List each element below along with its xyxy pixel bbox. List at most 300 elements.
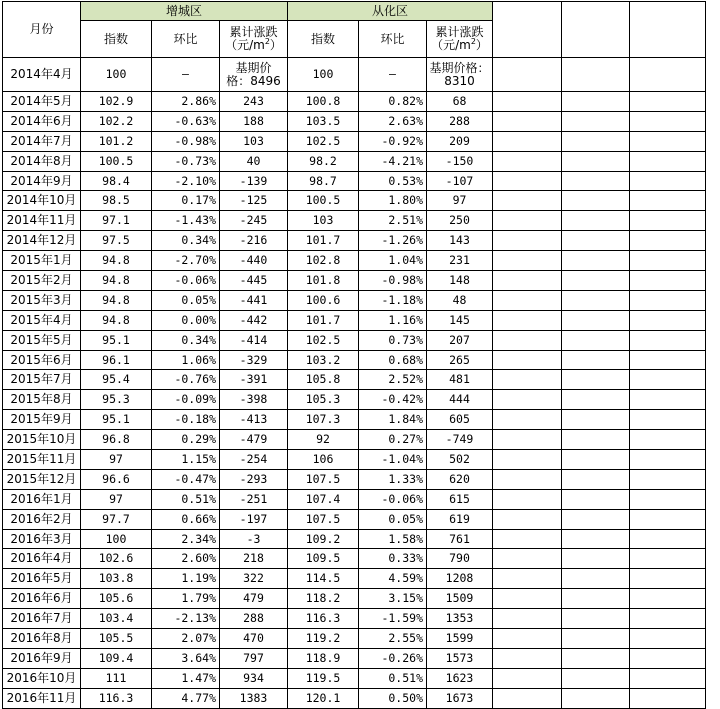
empty-cell [630,489,706,509]
ch-index-cell: 105.8 [288,370,359,390]
zc-index-cell: 100.5 [81,151,152,171]
cum-header-close: ） [269,38,282,52]
empty-cell [493,529,562,549]
table-row [3,191,706,211]
zc-cum-cell: 479 [220,589,288,609]
zc-mom-cell: -0.76% [152,370,220,390]
ch-mom-cell: 1.58% [359,529,427,549]
ch-index-cell: 109.5 [288,549,359,569]
empty-cell [630,549,706,569]
ch-mom-cell: -1.59% [359,609,427,629]
ch-mom-cell: -0.06% [359,489,427,509]
ch-index-cell: 103 [288,211,359,231]
zc-base-index: 100 [81,58,152,92]
zc-index-cell: 96.1 [81,350,152,370]
zc-cum-header [220,21,288,58]
zc-mom-cell: -0.18% [152,410,220,430]
month-cell: 2015年11月 [3,450,81,470]
ch-index-cell: 92 [288,430,359,450]
zc-index-cell: 94.8 [81,271,152,291]
table-row [3,430,706,450]
empty-cell [493,231,562,251]
empty-cell [493,290,562,310]
zc-cum-cell: -216 [220,231,288,251]
zc-index-cell: 105.6 [81,589,152,609]
empty-cell [562,310,630,330]
ch-index-header: 指数 [288,21,359,58]
zc-cum-cell: -254 [220,450,288,470]
empty-cell [562,509,630,529]
zc-index-cell: 97.5 [81,231,152,251]
table-row [3,271,706,291]
zc-cum-cell: -139 [220,171,288,191]
month-cell: 2015年9月 [3,410,81,430]
ch-cum-cell: 1673 [427,688,493,708]
zc-index-cell: 103.8 [81,569,152,589]
zc-cum-cell: -445 [220,271,288,291]
ch-mom-cell: 0.53% [359,171,427,191]
ch-cum-cell: 1573 [427,648,493,668]
empty-cell [630,509,706,529]
ch-mom-cell: -0.26% [359,648,427,668]
table-row [3,231,706,251]
table-row [3,648,706,668]
zc-cum-cell: -251 [220,489,288,509]
empty-cell [493,489,562,509]
table-row [3,310,706,330]
month-cell: 2016年6月 [3,589,81,609]
conghua-group-header: 从化区 [288,2,493,21]
zc-mom-cell: 0.34% [152,330,220,350]
zc-base-price [220,58,288,92]
empty-cell [493,370,562,390]
empty-cell [562,92,630,112]
table-row [3,489,706,509]
ch-cum-cell: 207 [427,330,493,350]
month-cell: 2016年11月 [3,688,81,708]
empty-cell [630,310,706,330]
zc-mom-cell: -2.13% [152,609,220,629]
zc-mom-cell: 1.19% [152,569,220,589]
ch-mom-cell: 2.63% [359,111,427,131]
ch-mom-cell: 2.51% [359,211,427,231]
ch-index-cell: 100.8 [288,92,359,112]
empty-cell [562,2,630,58]
empty-cell [562,211,630,231]
empty-cell [562,191,630,211]
empty-cell [562,629,630,649]
ch-cum-cell: 231 [427,251,493,271]
ch-mom-cell: 0.82% [359,92,427,112]
zc-cum-cell: -329 [220,350,288,370]
zc-index-cell: 94.8 [81,310,152,330]
empty-cell [562,350,630,370]
month-cell: 2014年9月 [3,171,81,191]
ch-mom-cell: 3.15% [359,589,427,609]
empty-cell [562,688,630,708]
empty-cell [630,58,706,92]
empty-cell [493,2,562,58]
ch-cum-header [427,21,493,58]
cum-header-close: ） [475,38,488,52]
ch-index-cell: 101.8 [288,271,359,291]
table-row [3,251,706,271]
table-row [3,290,706,310]
month-cell: 2016年2月 [3,509,81,529]
zc-mom-header: 环比 [152,21,220,58]
zc-index-cell: 96.8 [81,430,152,450]
ch-cum-cell: 790 [427,549,493,569]
ch-mom-cell: 1.16% [359,310,427,330]
cum-header-unit: （元/m [431,38,471,52]
ch-base-index: 100 [288,58,359,92]
ch-cum-cell: 143 [427,231,493,251]
empty-cell [630,648,706,668]
month-cell: 2015年7月 [3,370,81,390]
zc-mom-cell: 1.06% [152,350,220,370]
zc-mom-cell: -2.10% [152,171,220,191]
zc-index-cell: 97.1 [81,211,152,231]
empty-cell [562,131,630,151]
ch-index-cell: 119.5 [288,668,359,688]
ch-cum-cell: 209 [427,131,493,151]
ch-mom-cell: 0.68% [359,350,427,370]
empty-cell [630,410,706,430]
zc-cum-cell: -441 [220,290,288,310]
ch-cum-cell: 481 [427,370,493,390]
empty-cell [493,151,562,171]
ch-index-cell: 102.5 [288,330,359,350]
zc-cum-cell: 188 [220,111,288,131]
ch-cum-cell: 1623 [427,668,493,688]
month-cell: 2015年2月 [3,271,81,291]
ch-cum-cell: 1208 [427,569,493,589]
price-index-table [2,1,706,709]
empty-cell [630,211,706,231]
empty-cell [493,609,562,629]
table-row [3,390,706,410]
ch-mom-header: 环比 [359,21,427,58]
empty-cell [562,569,630,589]
ch-index-cell: 119.2 [288,629,359,649]
empty-cell [493,469,562,489]
zc-mom-cell: 1.47% [152,668,220,688]
month-cell: 2016年9月 [3,648,81,668]
zc-index-cell: 97 [81,489,152,509]
zc-index-cell: 103.4 [81,609,152,629]
empty-cell [562,549,630,569]
table-row [3,668,706,688]
empty-cell [630,529,706,549]
empty-cell [630,569,706,589]
ch-base-price-l2: 8310 [444,73,475,88]
ch-base-price-l1: 基期价格： [429,60,490,75]
ch-index-cell: 100.5 [288,191,359,211]
zc-index-cell: 98.5 [81,191,152,211]
ch-mom-cell: -0.98% [359,271,427,291]
zc-cum-cell: 40 [220,151,288,171]
empty-cell [562,648,630,668]
zc-index-header: 指数 [81,21,152,58]
empty-cell [493,509,562,529]
empty-cell [493,191,562,211]
ch-mom-cell: -1.18% [359,290,427,310]
empty-cell [493,92,562,112]
table-row [3,111,706,131]
ch-mom-cell: -1.04% [359,450,427,470]
month-cell: 2016年4月 [3,549,81,569]
zc-mom-cell: -0.73% [152,151,220,171]
zc-mom-cell: 0.17% [152,191,220,211]
zc-mom-cell: 1.79% [152,589,220,609]
month-cell: 2016年1月 [3,489,81,509]
month-header: 月份 [3,2,81,58]
empty-cell [630,450,706,470]
zc-index-cell: 95.1 [81,410,152,430]
empty-cell [630,668,706,688]
month-cell: 2014年5月 [3,92,81,112]
empty-cell [630,430,706,450]
base-row [3,58,706,92]
zc-index-cell: 116.3 [81,688,152,708]
table-row [3,171,706,191]
ch-cum-cell: -150 [427,151,493,171]
zc-cum-cell: 934 [220,668,288,688]
table-row [3,211,706,231]
empty-cell [493,58,562,92]
empty-cell [493,271,562,291]
ch-index-cell: 103.2 [288,350,359,370]
ch-cum-cell: 444 [427,390,493,410]
empty-cell [562,469,630,489]
ch-index-cell: 102.8 [288,251,359,271]
empty-cell [630,171,706,191]
empty-cell [630,191,706,211]
zc-mom-cell: -0.98% [152,131,220,151]
ch-cum-cell: 148 [427,271,493,291]
empty-cell [630,629,706,649]
zc-cum-cell: -414 [220,330,288,350]
zc-mom-cell: 2.60% [152,549,220,569]
zc-index-cell: 102.2 [81,111,152,131]
ch-index-cell: 116.3 [288,609,359,629]
empty-cell [493,111,562,131]
zc-cum-cell: -391 [220,370,288,390]
month-cell: 2015年8月 [3,390,81,410]
month-cell: 2016年7月 [3,609,81,629]
zc-cum-cell: -479 [220,430,288,450]
empty-cell [493,688,562,708]
table-row [3,92,706,112]
table-row [3,589,706,609]
ch-index-cell: 120.1 [288,688,359,708]
empty-cell [630,131,706,151]
zc-index-cell: 100 [81,529,152,549]
empty-cell [562,609,630,629]
ch-mom-cell: 0.05% [359,509,427,529]
ch-index-cell: 109.2 [288,529,359,549]
base-month: 2014年4月 [3,58,81,92]
empty-cell [493,569,562,589]
ch-mom-cell: -0.92% [359,131,427,151]
ch-index-cell: 114.5 [288,569,359,589]
ch-mom-cell: 1.80% [359,191,427,211]
empty-cell [630,688,706,708]
empty-cell [493,131,562,151]
empty-cell [493,310,562,330]
ch-index-cell: 107.5 [288,469,359,489]
empty-cell [630,251,706,271]
empty-cell [562,450,630,470]
ch-index-cell: 101.7 [288,310,359,330]
empty-cell [562,430,630,450]
ch-cum-cell: -749 [427,430,493,450]
ch-cum-cell: 1353 [427,609,493,629]
empty-cell [493,211,562,231]
empty-cell [562,390,630,410]
zc-mom-cell: 2.34% [152,529,220,549]
empty-cell [562,668,630,688]
ch-cum-cell: 48 [427,290,493,310]
month-cell: 2015年12月 [3,469,81,489]
ch-mom-cell: -4.21% [359,151,427,171]
ch-mom-cell: 0.73% [359,330,427,350]
empty-cell [630,370,706,390]
empty-cell [630,589,706,609]
ch-cum-cell: 97 [427,191,493,211]
zc-cum-cell: 103 [220,131,288,151]
ch-index-cell: 102.5 [288,131,359,151]
ch-cum-cell: 265 [427,350,493,370]
ch-cum-cell: 1599 [427,629,493,649]
zc-cum-cell: -442 [220,310,288,330]
table-row [3,370,706,390]
empty-cell [562,251,630,271]
zc-cum-cell: -245 [220,211,288,231]
empty-cell [493,251,562,271]
empty-cell [493,648,562,668]
table-row [3,509,706,529]
empty-cell [493,350,562,370]
ch-cum-cell: 145 [427,310,493,330]
empty-cell [630,290,706,310]
ch-cum-cell: 1509 [427,589,493,609]
zc-cum-cell: 1383 [220,688,288,708]
empty-cell [562,489,630,509]
empty-cell [630,151,706,171]
empty-cell [562,111,630,131]
empty-cell [630,390,706,410]
empty-cell [630,609,706,629]
ch-index-cell: 106 [288,450,359,470]
zc-cum-cell: -125 [220,191,288,211]
zc-cum-cell: -398 [220,390,288,410]
zc-index-cell: 111 [81,668,152,688]
ch-mom-cell: 0.33% [359,549,427,569]
empty-cell [630,469,706,489]
zc-index-cell: 94.8 [81,290,152,310]
zc-index-cell: 95.1 [81,330,152,350]
month-cell: 2014年10月 [3,191,81,211]
zc-cum-cell: -440 [220,251,288,271]
ch-index-cell: 118.2 [288,589,359,609]
zc-mom-cell: 0.66% [152,509,220,529]
zc-base-mom: — [152,58,220,92]
month-cell: 2015年4月 [3,310,81,330]
ch-cum-cell: 615 [427,489,493,509]
empty-cell [562,589,630,609]
cum-header-unit: （元/m [225,38,265,52]
empty-cell [493,668,562,688]
zc-base-price-l1: 基期价 [235,60,272,75]
month-cell: 2016年10月 [3,668,81,688]
zc-index-cell: 102.9 [81,92,152,112]
zc-index-cell: 102.6 [81,549,152,569]
zc-index-cell: 94.8 [81,251,152,271]
ch-mom-cell: 1.04% [359,251,427,271]
empty-cell [493,171,562,191]
month-cell: 2016年5月 [3,569,81,589]
zc-index-cell: 95.3 [81,390,152,410]
zc-index-cell: 95.4 [81,370,152,390]
ch-cum-cell: 502 [427,450,493,470]
cum-header-line1: 累计涨跌 [435,25,484,39]
header-row-groups [3,2,706,21]
ch-index-cell: 105.3 [288,390,359,410]
ch-index-cell: 98.7 [288,171,359,191]
table-row [3,131,706,151]
empty-cell [493,589,562,609]
zc-mom-cell: -1.43% [152,211,220,231]
table-row [3,609,706,629]
table-row [3,410,706,430]
zc-mom-cell: 2.86% [152,92,220,112]
table-row [3,529,706,549]
table-row [3,330,706,350]
empty-cell [630,111,706,131]
empty-cell [562,271,630,291]
zc-mom-cell: 0.51% [152,489,220,509]
ch-mom-cell: 4.59% [359,569,427,589]
empty-cell [493,549,562,569]
ch-cum-cell: 250 [427,211,493,231]
table-row [3,151,706,171]
month-cell: 2015年1月 [3,251,81,271]
table-row [3,549,706,569]
empty-cell [562,330,630,350]
month-cell: 2014年7月 [3,131,81,151]
ch-base-mom: — [359,58,427,92]
zc-index-cell: 101.2 [81,131,152,151]
zc-mom-cell: 0.00% [152,310,220,330]
ch-mom-cell: 0.50% [359,688,427,708]
zc-mom-cell: -0.06% [152,271,220,291]
ch-cum-cell: 620 [427,469,493,489]
empty-cell [630,271,706,291]
empty-cell [562,151,630,171]
empty-cell [493,629,562,649]
empty-cell [493,430,562,450]
cum-header-sup: 2 [264,37,270,46]
empty-cell [630,231,706,251]
empty-cell [562,58,630,92]
ch-mom-cell: 2.52% [359,370,427,390]
ch-mom-cell: -1.26% [359,231,427,251]
empty-cell [562,410,630,430]
zc-mom-cell: 0.05% [152,290,220,310]
zc-index-cell: 105.5 [81,629,152,649]
zc-index-cell: 97.7 [81,509,152,529]
